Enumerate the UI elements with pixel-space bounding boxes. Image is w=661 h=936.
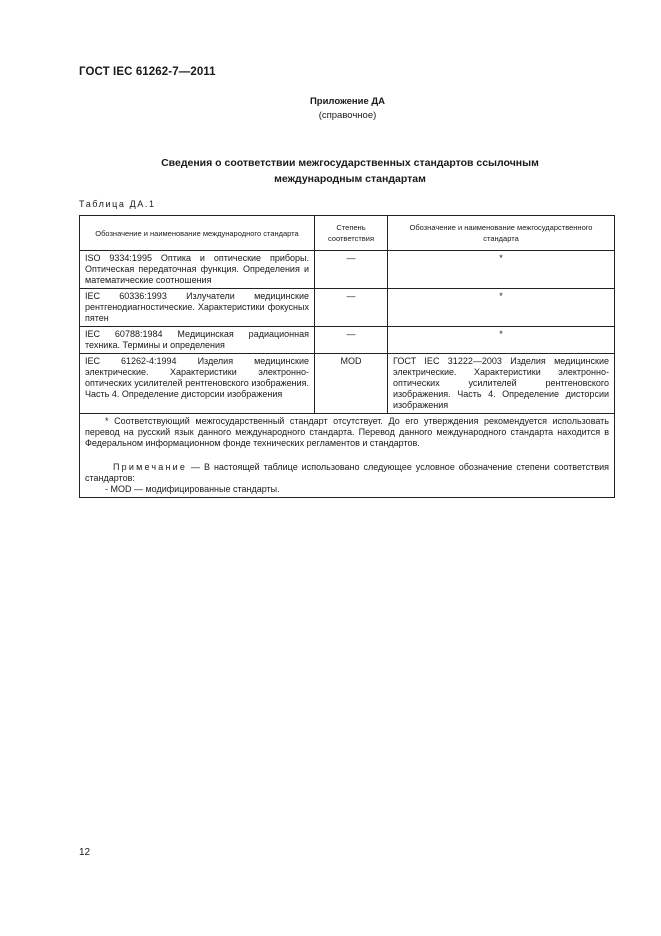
table-footnote-cell: [80, 414, 615, 498]
page-number: 12: [79, 847, 91, 858]
footnote-text: * Соответствующий межгосударственный стандарт отсутствует. До его утверждения рекомендуется использовать перевод на русский язык данного международного стандарта. Перевод данного международного стандарта находится в Федеральном информационном фонде технических регламентов и стандартов.: [85, 416, 609, 448]
cell-international: IEC 60336:1993 Излучатели медицинские рентгенодиагностические. Характеристики фокусных пятен: [80, 289, 315, 327]
table-footnote-row: [80, 414, 615, 498]
note-item: - MOD — модифицированные стандарты.: [105, 484, 280, 494]
table-header-row: [80, 216, 615, 251]
section-heading-line2: международным стандартам: [274, 173, 426, 185]
cell-international: IEC 60788:1984 Медицинская радиационная техника. Термины и определения: [80, 327, 315, 354]
appendix-subtitle: (справочное): [318, 110, 377, 121]
table-note: [85, 462, 609, 484]
note-label: Примечание: [113, 462, 188, 472]
section-heading: [100, 155, 600, 187]
table-row: [80, 354, 615, 414]
cell-degree: —: [315, 289, 388, 327]
column-header-international: Обозначение и наименование международного стандарта: [80, 216, 315, 251]
table-label: Таблица ДА.1: [79, 199, 156, 209]
cell-interstate: *: [388, 289, 615, 327]
section-heading-line1: Сведения о соответствии межгосударственных стандартов ссылочным: [161, 157, 539, 169]
note-text: — В настоящей таблице использовано следующее условное обозначение степени соответствия стандартов:: [85, 462, 609, 483]
document-id: ГОСТ IEC 61262-7—2011: [79, 66, 216, 78]
column-header-degree: Степень соответствия: [315, 216, 388, 251]
table-row: [80, 327, 615, 354]
correspondence-table: [79, 215, 615, 498]
cell-degree: —: [315, 327, 388, 354]
cell-degree: MOD: [315, 354, 388, 414]
table-row: [80, 289, 615, 327]
cell-interstate: *: [388, 251, 615, 289]
cell-degree: —: [315, 251, 388, 289]
appendix-block: [0, 95, 661, 123]
cell-international: ISO 9334:1995 Оптика и оптические приборы. Оптическая передаточная функция. Определения и математические соотношения: [80, 251, 315, 289]
appendix-title: Приложение ДА: [309, 96, 386, 107]
cell-international: IEC 61262-4:1994 Изделия медицинские электрические. Характеристики электронно-оптических усилителей рентгеновского изображения. Часть 4. Определение дисторсии изображения: [80, 354, 315, 414]
cell-interstate: *: [388, 327, 615, 354]
column-header-interstate: Обозначение и наименование межгосударственного стандарта: [388, 216, 615, 251]
cell-interstate: ГОСТ IEC 31222—2003 Изделия медицинские электрические. Характеристики электронно-оптических усилителей рентгеновского изображения. Часть 4. Определение дисторсии изображения: [388, 354, 615, 414]
table-row: [80, 251, 615, 289]
